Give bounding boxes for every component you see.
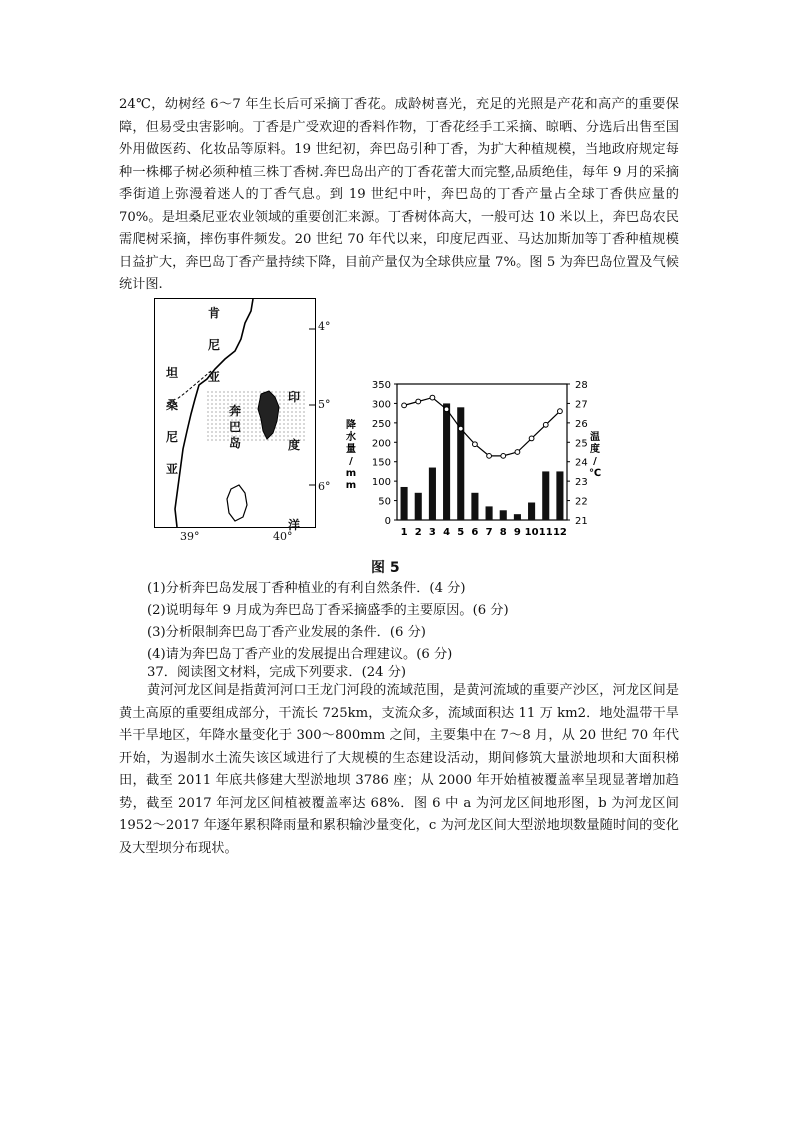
chart-frame [397,384,567,520]
left-axis-tick-label: 0 [384,516,391,527]
precip-bar [556,471,563,520]
precip-bar [542,471,549,520]
left-axis-label-char: m [345,480,357,491]
label-indian-ocean: 印 度 洋 [287,390,300,532]
right-axis-tick-label: 26 [575,418,588,430]
question-37-heading: 37．阅读图文材料，完成下列要求．(24 分) [147,665,407,680]
precip-bar [528,503,535,520]
temperature-point [402,403,407,408]
right-axis-label-char: 度 [590,444,600,455]
month-tick-label: 4 [443,527,451,538]
precip-bar [429,468,436,520]
left-axis-tick-label: 50 [378,496,391,508]
paragraph-yellow-river: 黄河河龙区间是指黄河河口王龙门河段的流域范围，是黄河流域的重要产沙区，河龙区间是黄土高原的重要组成部分，干流长 725km，支流众多，流域面积达 11 万 km2．地处温带干旱半干旱地区，年降水量变化于 300～800mm 之间，主要集中在 7～8 月，从 20 世纪 70 年代开始，为遏制水土流失该区域进行了大规模的生态建设活动，期间修筑大量淤地坝和大面积梯田，截至 2011 年底共修建大型淤地坝 3786 座；从 2000 年开始植被覆盖率呈现显著增加趋势，截至 2017 年河龙区间植被覆盖率达 68%．图 6 中 a 为河龙区间地形图，b 为河龙区间 1952～2017 年逐年累积降雨量和累积输沙量变化，c 为河龙区间大型淤地坝数量随时间的变化及大型坝分布现状。 [119,683,679,856]
temperature-line [404,398,560,456]
right-axis-label-char: ℃ [588,468,602,479]
month-tick-label: 6 [471,527,479,538]
temperature-point [529,436,534,441]
southern-island-shape [227,485,247,521]
precip-bar [401,487,408,520]
question-2: (2)说明每年 9 月成为奔巴岛丁香采摘盛季的主要原因。(6 分) [147,603,509,618]
temperature-point [558,409,563,414]
month-tick-label: 2 [414,527,422,538]
figure-caption: 图 5 [371,560,400,576]
left-axis-tick-label: 200 [371,438,391,450]
precip-bar [514,514,521,520]
label-kenya: 肯 尼 亚 [207,306,220,384]
precip-bar [457,407,464,520]
right-axis-tick-label: 24 [575,457,588,469]
left-axis-label-char: 量 [346,444,356,455]
question-4: (4)请为奔巴岛丁香产业的发展提出合理建议。(6 分) [147,647,453,662]
question-1: (1)分析奔巴岛发展丁香种植业的有利自然条件．(4 分) [147,581,466,596]
month-tick-label: 10 [524,527,539,538]
month-tick-label: 7 [485,527,493,538]
precip-bar [471,493,478,520]
left-axis-label-char: 水 [346,432,356,443]
right-axis-tick-label: 23 [575,477,588,489]
right-axis-tick-label: 27 [575,399,588,411]
left-axis-tick-label: 250 [371,418,391,430]
temperature-point [430,395,435,400]
left-axis-label-char: 降 [346,420,356,431]
question-3: (3)分析限制奔巴岛丁香产业发展的条件．(6 分) [147,625,426,640]
month-tick-label: 8 [499,527,507,538]
temperature-point [458,426,463,431]
month-tick-label: 1 [400,527,408,538]
month-tick-label: 9 [513,527,521,538]
right-axis-tick-label: 22 [575,496,588,508]
lat-5-label: 5° [318,398,331,411]
left-axis-label-char: / [349,456,353,467]
month-tick-label: 11 [538,527,553,538]
temperature-point [501,453,506,458]
temperature-point [444,407,449,412]
right-axis-tick-label: 28 [575,380,588,391]
paragraph-clove-intro: 24℃，幼树经 6～7 年生长后可采摘丁香花。成龄树喜光，充足的光照是产花和高产的重要保障，但易受虫害影响。丁香是广受欢迎的香料作物，丁香花经手工采摘、晾晒、分选后出售至国外用做医药、化妆品等原料。19 世纪初，奔巴岛引种丁香，为扩大种植规模，当地政府规定每种一株椰子树必须种植三株丁香树.奔巴岛出产的丁香花蕾大而完整,品质绝佳，每年 9 月的采摘季街道上弥漫着迷人的丁香气息。到 19 世纪中叶，奔巴岛的丁香产量占全球丁香供应量的 70%。是坦桑尼亚农业领域的重要创汇来源。丁香树体高大，一般可达 10 米以上，奔巴岛农民需爬树采摘，摔伤事件频发。20 世纪 70 年代以来，印度尼西亚、马达加斯加等丁香种植规模日益扩大，奔巴岛丁香产量持续下降，目前产量仅为全球供应量 7%。图 5 为奔巴岛位置及气候统计图. [119,97,679,292]
lon-40-label: 40° [273,530,293,543]
precip-bar [415,493,422,520]
lat-6-label: 6° [318,480,331,493]
month-tick-label: 5 [457,527,465,538]
right-axis-label-char: 温 [590,432,600,443]
right-axis-label-char: / [593,456,597,467]
temperature-point [473,442,478,447]
left-axis-label-char: m [345,468,357,479]
right-axis-tick-label: 21 [575,516,588,527]
left-axis-tick-label: 100 [371,477,391,489]
label-pemba: 奔巴岛 [228,404,241,450]
month-tick-label: 3 [428,527,436,538]
climate-chart [335,372,602,552]
temperature-point [487,453,492,458]
precip-bar [486,506,493,520]
temperature-point [543,422,548,427]
lon-39-label: 39° [180,530,200,543]
month-tick-label: 12 [552,527,567,538]
precip-bar [443,403,450,520]
lat-4-label: 4° [318,320,331,333]
left-axis-tick-label: 300 [371,399,391,411]
temperature-point [515,450,520,455]
pemba-location-map [154,298,316,532]
left-axis-tick-label: 350 [371,380,391,391]
right-axis-tick-label: 25 [575,438,588,450]
temperature-point [416,399,421,404]
precip-bar [500,510,507,520]
label-tanzania: 坦 桑 尼 亚 [165,366,178,476]
left-axis-tick-label: 150 [371,457,391,469]
